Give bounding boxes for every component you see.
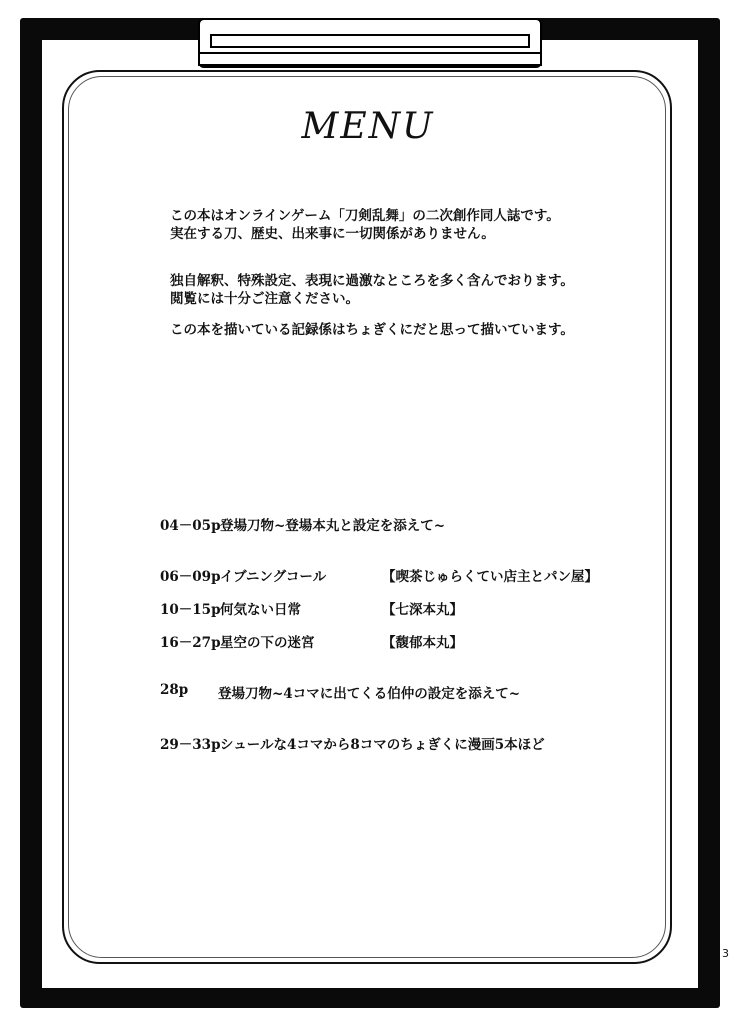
disclaimer-block [170, 207, 640, 243]
warning-line: 閲覧には十分ご注意ください。 [170, 291, 359, 307]
disclaimer-line: 実在する刀、歴史、出来事に一切関係がありません。 [170, 226, 495, 242]
page-number: 3 [722, 947, 729, 960]
note-block [170, 321, 640, 339]
toc-row [160, 682, 640, 702]
toc-title: シュールな4コマから8コマのちょぎくに漫画5本ほど [220, 737, 545, 753]
disclaimer-line: この本はオンラインゲーム「刀剣乱舞」の二次創作同人誌です。 [170, 208, 560, 224]
toc-title: 登場刀物~4コマに出てくる伯仲の設定を添えて~ [218, 686, 521, 702]
toc-title: 何気ない日常 [220, 602, 301, 618]
toc-pages: 28p [160, 682, 189, 698]
toc-title: 登場刀物~登場本丸と設定を添えて~ [220, 518, 446, 534]
toc-circle: 【馥郁本丸】 [382, 635, 463, 651]
toc-row [160, 514, 640, 534]
toc-circle: 【七深本丸】 [382, 602, 463, 618]
toc-row [160, 631, 640, 651]
toc-circle: 【喫茶じゅらくてい店主とパン屋】 [382, 569, 598, 585]
toc-pages: 16－27p [160, 635, 221, 651]
clip-band [210, 34, 530, 48]
clip-bar [198, 52, 542, 66]
toc-pages: 04－05p [160, 518, 221, 534]
toc-row [160, 733, 640, 753]
toc-row [160, 598, 640, 618]
page-title: MENU [301, 106, 435, 147]
toc-title: 星空の下の迷宮 [220, 635, 315, 651]
toc-pages: 29－33p [160, 737, 221, 753]
toc-pages: 10－15p [160, 602, 221, 618]
note-line: この本を描いている記録係はちょぎくにだと思って描いています。 [170, 322, 574, 338]
toc-row [160, 565, 640, 585]
toc-title: イブニングコール [220, 569, 327, 585]
toc-pages: 06－09p [160, 569, 221, 585]
warning-line: 独自解釈、特殊設定、表現に過激なところを多く含んでおります。 [170, 273, 574, 289]
warning-block [170, 272, 640, 308]
